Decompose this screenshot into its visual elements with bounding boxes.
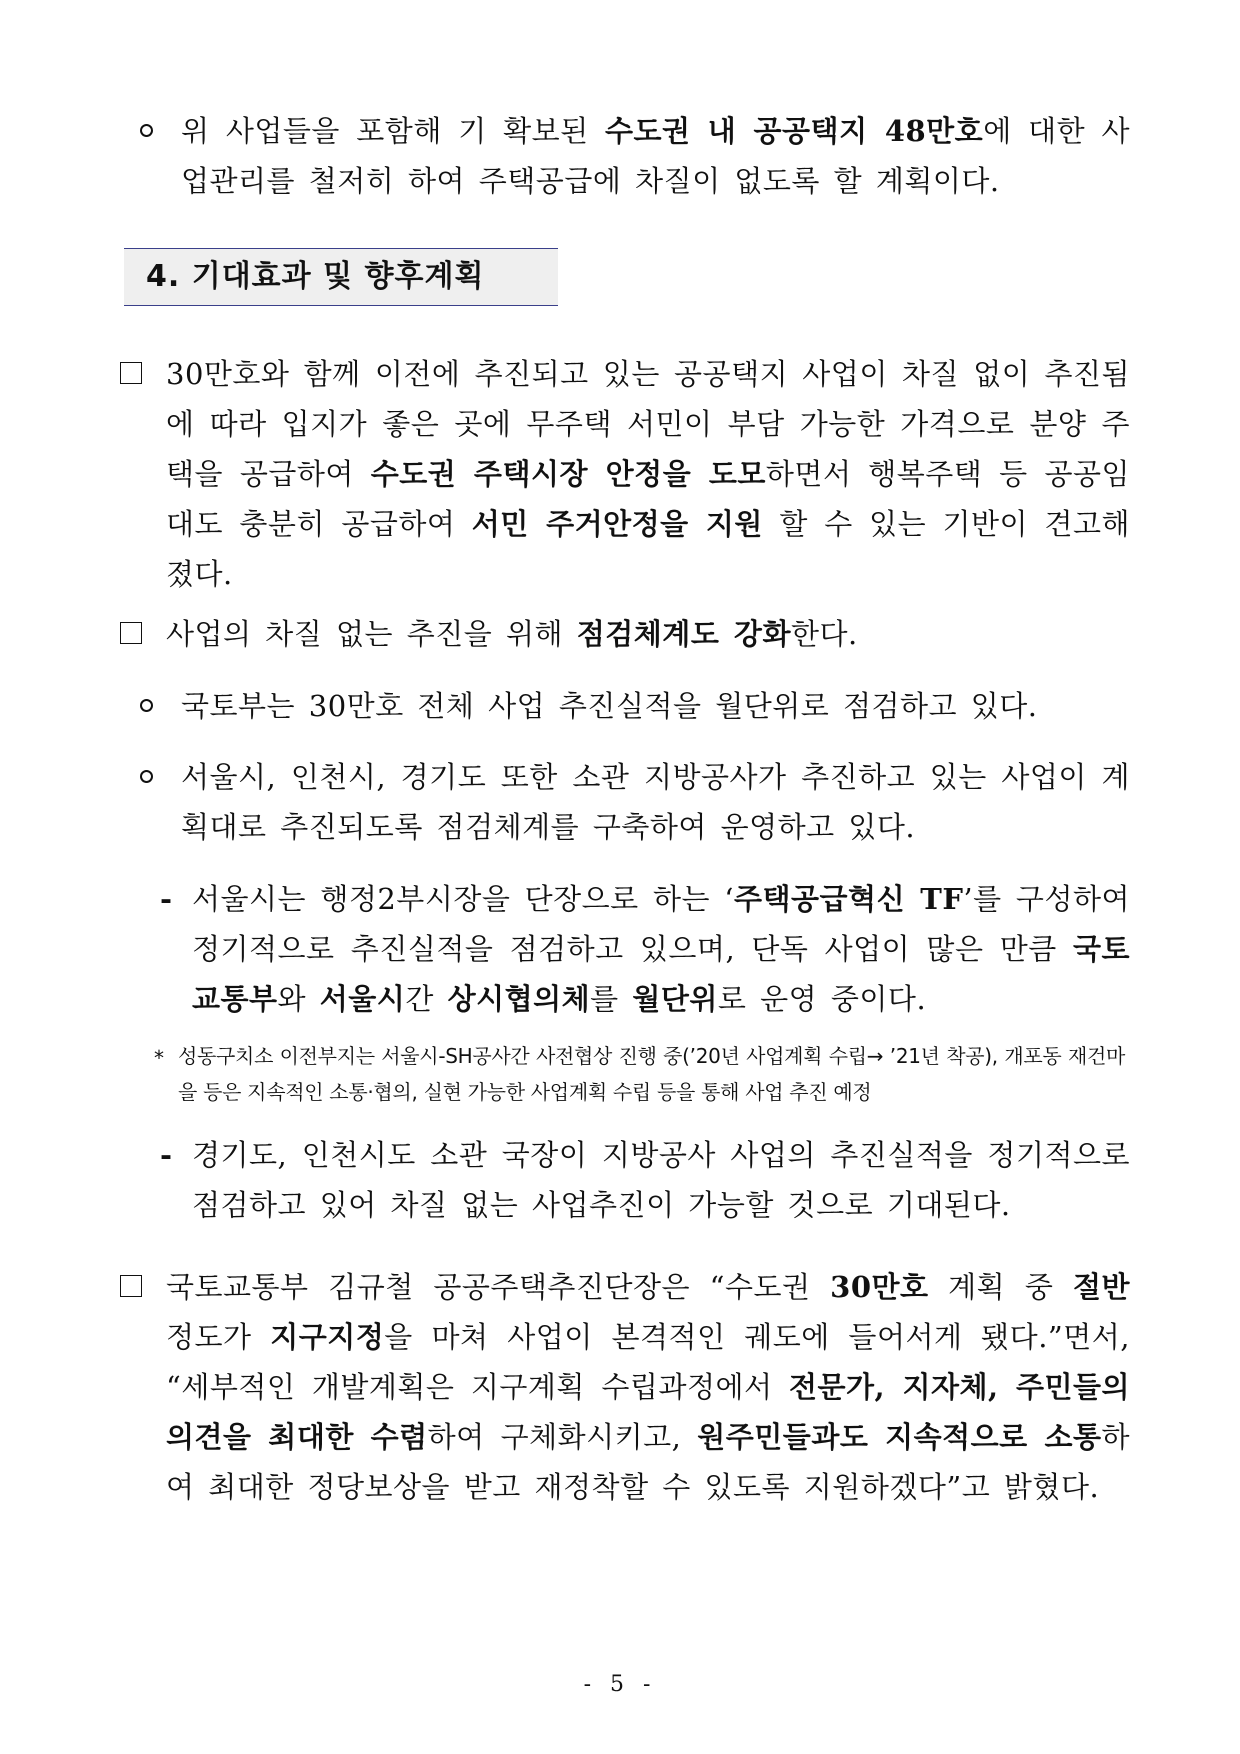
bold-run: 30만호 [830,1270,929,1304]
bold-run: 지구지정 [270,1320,385,1354]
bold-run: 국토교통부 [192,932,1130,1016]
bold-run: 점검체계도 강화 [576,617,791,651]
paragraph-text: 국토부는 30만호 전체 사업 추진실적을 월단위로 점검하고 있다. [181,689,1038,723]
text-run: 한다. [790,617,858,651]
section-heading: 4. 기대효과 및 향후계획 [146,259,485,294]
text-run: 간 [405,982,448,1016]
bold-run: 원주민들과도 지속적으로 소통 [697,1420,1102,1454]
paragraph-text [160,874,1130,1024]
square-bullet-icon [120,622,142,644]
text-run: 30만호와 함께 이전에 추진되고 있는 공공택지 사업이 차질 없이 추진됨에 따라 입지가 좋은 곳에 무주택 서민이 부담 가능한 가격으로 분양 주택을 공급하여 [166,357,1130,491]
bold-run: 서민 주거안정을 지원 [471,507,763,541]
dash-marker: - [160,882,173,916]
text-run: 에 대한 사업관리를 철저히 하여 주택공급에 차질이 없도록 할 계획이다. [181,114,1130,198]
bullet-paragraph-managing-48k [135,106,1130,206]
circle-bullet-icon [140,124,153,137]
section-heading-box [124,248,558,306]
square-bullet-icon [120,362,142,384]
bullet-paragraph-local-gov [135,752,1130,852]
text-run: ’를 구성하여 정기적으로 추진실적을 점검하고 있으며, 단독 사업이 많은 만큼 [192,882,1130,966]
text-run: 를 [590,982,633,1016]
text-run: 하면서 행복주택 등 공공임대도 충분히 공급하여 [166,457,1130,541]
square-bullet-icon [120,1275,142,1297]
text-run: 을 마쳐 사업이 본격적인 궤도에 들어서게 됐다.”면서, “세부적인 개발계획은 지구계획 수립과정에서 [166,1320,1130,1404]
text-run: 할 수 있는 기반이 견고해졌다. [166,507,1130,591]
paragraph-text: 서울시, 인천시, 경기도 또한 소관 지방공사가 추진하고 있는 사업이 계획대로 추진되도록 점검체계를 구축하여 운영하고 있다. [181,760,1130,844]
text-run: 사업의 차질 없는 추진을 위해 [166,617,577,651]
text-run: 와 [277,982,320,1016]
bold-run: 절반 [1072,1270,1130,1304]
box-paragraph-quote [120,1262,1130,1512]
bold-run: 월단위 [632,982,718,1016]
text-run: 위 사업들을 포함해 기 확보된 [181,114,605,148]
text-run: 정도가 [166,1320,271,1354]
bold-run: 주택공급혁신 TF [734,882,964,916]
text-run: 서울시는 행정2부시장을 단장으로 하는 ‘ [192,882,734,916]
paragraph-text: 경기도, 인천시도 소관 국장이 지방공사 사업의 추진실적을 정기적으로 점검하고 있어 차질 없는 사업추진이 가능할 것으로 기대된다. [192,1138,1130,1222]
paragraph-text [120,1262,1130,1512]
footnote [150,1038,1125,1110]
bold-run: 전문가, 지자체, 주민들의 의견을 최대한 수렴 [166,1370,1130,1454]
box-paragraph-inspection [120,609,1130,659]
text-run: 하여 구체화시키고, [427,1420,698,1454]
text-run: 로 운영 중이다. [717,982,927,1016]
dash-marker: - [160,1138,173,1172]
footnote-text: 성동구치소 이전부지는 서울시-SH공사간 사전협상 진행 중(’20년 사업계획 수립→ ’21년 착공), 개포동 재건마을 등은 지속적인 소통·협의, 실현 가능한 사업계획 수립 등을 통해 사업 추진 예정 [178,1044,1125,1104]
text-run: 국토교통부 김규철 공공주택추진단장은 “수도권 [166,1270,831,1304]
box-paragraph-expected-effects [120,349,1130,599]
paragraph-text [135,106,1130,206]
asterisk-marker: * [154,1046,164,1070]
bold-run: 서울시 [319,982,406,1016]
bold-run: 수도권 내 공공택지 48만호 [604,114,984,148]
page-number: - 5 - [583,1672,657,1697]
dash-paragraph-gyeonggi [160,1130,1130,1230]
bullet-paragraph-molit [135,681,1130,731]
paragraph-text [120,349,1130,599]
text-run: 하여 최대한 정당보상을 받고 재정착할 수 있도록 지원하겠다”고 밝혔다. [166,1420,1130,1504]
text-run: 계획 중 [928,1270,1073,1304]
dash-paragraph-seoul [160,874,1130,1024]
circle-bullet-icon [140,699,153,712]
paragraph-text [120,609,1130,659]
circle-bullet-icon [140,770,153,783]
bold-run: 상시협의체 [447,982,591,1016]
bold-run: 수도권 주택시장 안정을 도모 [370,457,766,491]
